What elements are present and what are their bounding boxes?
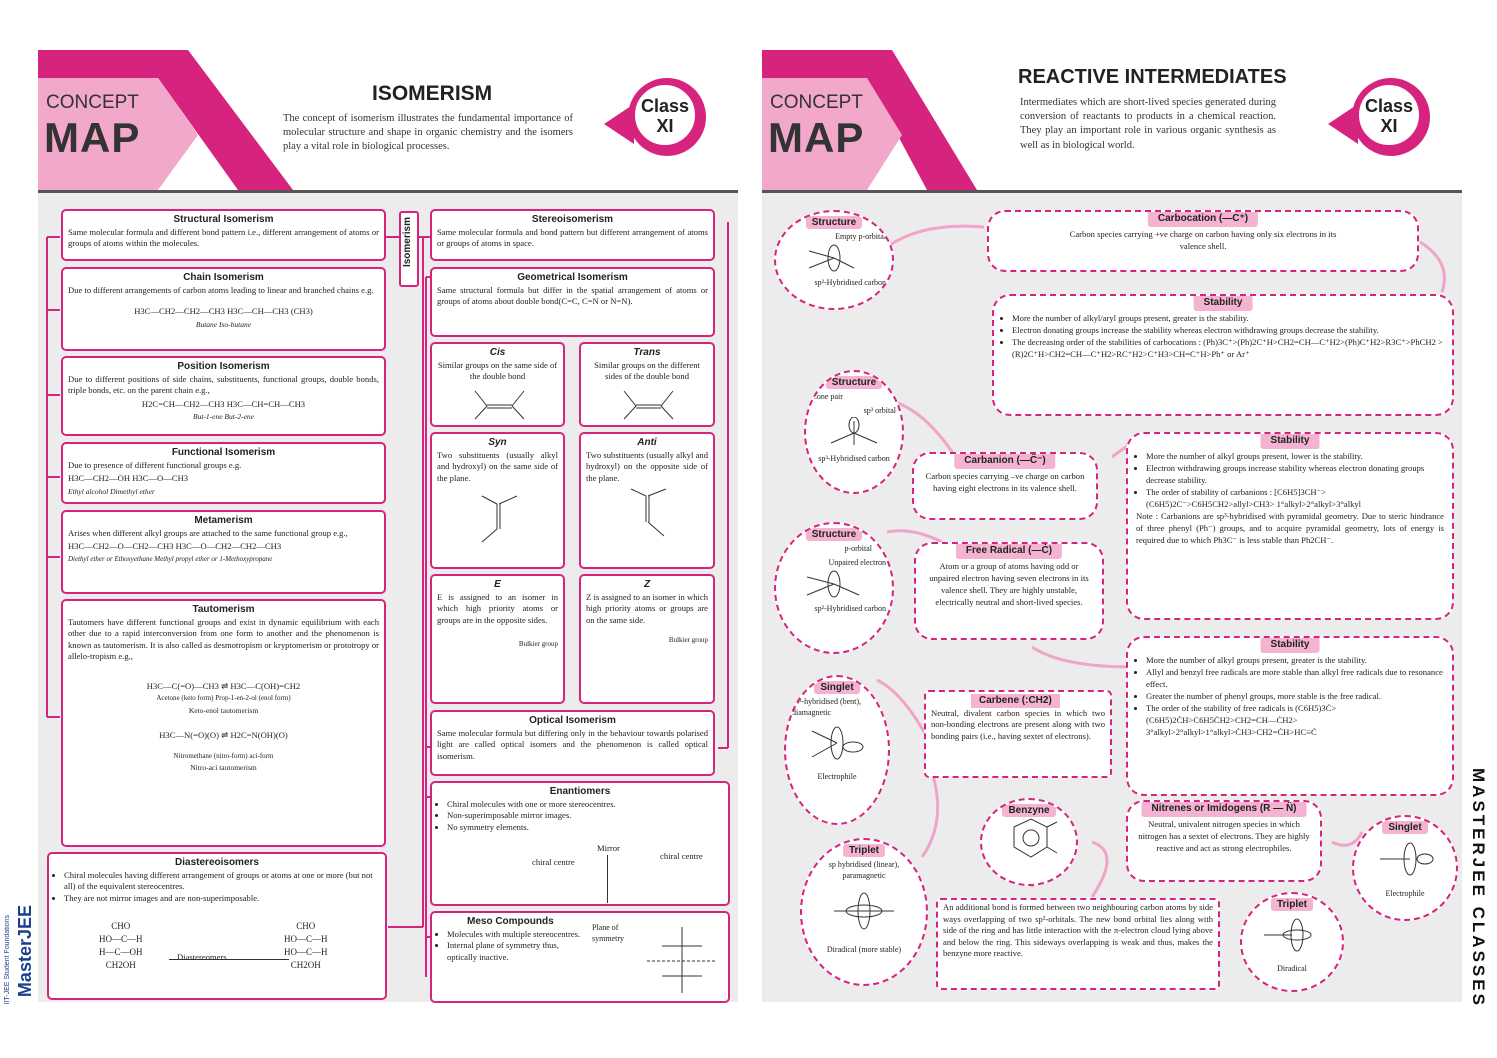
carbene-node: [924, 690, 1112, 778]
meso-compounds-item: • Molecules with multiple stereocentres.: [447, 929, 587, 941]
metamerism-body: Arises when different alkyl groups are attached to the same functional group e.g.,: [68, 527, 348, 538]
diastereoisomers-item: • Chiral molecules having different arrangement of groups or atoms at one or more (but not all) of the equivalent stereocentres.: [64, 870, 380, 893]
functional-isomerism-box: [61, 442, 386, 504]
carbene-triplet-orbital-diagram: [814, 882, 914, 940]
metamerism-caption: Diethyl ether or Ethoxyethane Methyl propyl ether or 1-Methoxypropane: [68, 554, 273, 563]
free-radical-stability-item: • Greater the number of phenyl groups, more stable is the free radical.: [1146, 690, 1444, 702]
benzyne-description-text: An additional bond is formed between two neighbouring carbon atoms by side ways overlapping of two sp²-orbitals. The new bond orbital lies along with side of the ring and has little interaction with the π-electron cloud lying above and below the ring. This sideways overlapping is weak and thus, makes the benzyne more reactive.: [943, 902, 1213, 959]
carbocation-orbital-diagram: [794, 243, 874, 273]
z-isomer-title: Z: [643, 579, 651, 590]
carbanion-stability-title: Stability: [1261, 433, 1320, 449]
enantiomers-item: • Chiral molecules with one or more stereocentres.: [447, 799, 723, 811]
carbene-triplet-title: Triplet: [843, 844, 885, 857]
enantiomers-box: [430, 781, 730, 906]
carbocation-stability-item: • The decreasing order of the stabilities of carbocations : (Ph)3C⁺>(Ph)2C⁺H>CH2=CH—C⁺H2>(Ph)C⁺H2>R3C⁺>PhCH2 > (R)2C⁺H>CH2=CH—C⁺H2>RC⁺H2>C⁺H3>CH=C⁺H>Ph⁺ or Ar⁺: [1012, 336, 1444, 360]
functional-isomerism-title: Functional Isomerism: [171, 447, 276, 458]
map-label-right: MAP: [768, 114, 865, 161]
carbene-singlet-orbital-diagram: [797, 719, 877, 767]
optical-isomerism-title: Optical Isomerism: [529, 715, 616, 726]
carbanion-structure-label-2: sp³ orbital: [863, 405, 896, 415]
benzyne-description: [936, 898, 1220, 990]
metamerism-box: [61, 510, 386, 594]
enantiomers-item: • No symmetry elements.: [447, 822, 723, 834]
nitrene-singlet-node: [1352, 815, 1458, 921]
metamerism-title: Metamerism: [194, 515, 253, 526]
carbocation-structure-label-2: sp²-Hybridised carbon: [814, 277, 886, 287]
nitrene-triplet-node: [1240, 892, 1344, 992]
masterjee-sidebar-logo: MasterJEE: [15, 905, 35, 998]
benzyne-node: [980, 798, 1078, 886]
free-radical-structure-label-2: Unpaired electron: [828, 557, 886, 567]
chain-isomerism-caption: Butane Iso-butane: [195, 319, 252, 329]
carbene-title: Carbene (:CH2): [971, 694, 1060, 708]
carbocation-structure-title: Structure: [806, 216, 862, 229]
e-isomer-title: E: [494, 579, 501, 590]
carbanion-stability-list: [1136, 450, 1444, 510]
structural-isomerism-body: Same molecular formula and different bond pattern i.e., different arrangement of atoms or groups of atoms within the molecules.: [68, 226, 379, 249]
cis-body: Similar groups on the same side of the double bond: [437, 359, 558, 382]
carbanion-structure-label-3: sp³-Hybridised carbon: [818, 453, 890, 463]
tautomerism-caption-2: Nitromethane (nitro-form) aci-form: [173, 751, 274, 760]
free-radical-stability-title: Stability: [1261, 637, 1320, 653]
enantiomers-list: [437, 799, 723, 834]
free-radical-structure-label-3: sp²-Hybridised carbon: [814, 603, 886, 613]
tautomerism-formula-1: H3C—C(=O)—CH3 ⇌ H3C—C(OH)=CH2: [146, 680, 301, 691]
z-isomer-body: Z is assigned to an isomer in which high priority atoms or groups are on the same side.: [586, 591, 708, 625]
e-isomer-note: Bulkier group: [518, 640, 558, 649]
meso-structure-diagram: [642, 921, 722, 999]
geometrical-isomerism-box: [430, 267, 715, 337]
stereoisomerism-box: [430, 209, 715, 261]
carbocation-stability-node: [992, 294, 1454, 416]
carbanion-stability-node: [1126, 432, 1454, 620]
nitrene-triplet-caption: Diradical: [1277, 964, 1307, 973]
diastereoisomers-item: • They are not mirror images and are non-superimposable.: [64, 893, 380, 905]
carbanion-stability-item: • The order of stability of carbanions : [C6H5]3CH⁻>(C6H5)2C⁻>C6H5CH2>allyl>CH3> 1°alkyl>2°alkyl>3°alkyl: [1146, 486, 1444, 510]
carbocation-title: Carbocation (—C⁺): [1148, 211, 1258, 227]
diastereoisomers-title: Diastereoisomers: [175, 857, 259, 868]
nitrene-singlet-orbital-diagram: [1365, 834, 1445, 884]
carbocation-stability-list: [1002, 312, 1444, 360]
free-radical-structure-label-1: p-orbital: [844, 544, 872, 553]
isomerism-center-box: [399, 211, 419, 287]
chain-isomerism-body: Due to different arrangements of carbon atoms leading to linear and branched chains e.g.: [68, 284, 374, 295]
free-radical-stability-item: • The order of the stability of free radicals is (C6H5)3Ċ>(C6H5)2ĊH>C6H5ĊH2>CH2=CH—ĊH2> 3°alkyl>2°alkyl>1°alkyl>ĊH3>CH2=ĊH>HC≡Ċ: [1146, 702, 1444, 738]
free-radical-orbital-diagram: [789, 569, 879, 599]
carbanion-body: Carbon species carrying –ve charge on carbon having eight electrons in its valence shell.: [925, 471, 1085, 494]
nitrene-singlet-title: Singlet: [1382, 821, 1427, 834]
meso-compounds-box: [430, 911, 730, 1003]
diastereomer-arrow-label: Diastereomers: [177, 952, 227, 962]
carbene-triplet-body: sp hybridised (linear), paramagnetic: [828, 860, 900, 880]
z-isomer-note: Bulkier group: [668, 636, 708, 645]
carbocation-structure-node: [774, 210, 894, 310]
carbanion-orbital-diagram: [819, 417, 889, 449]
nitrene-triplet-orbital-diagram: [1252, 911, 1332, 959]
benzyne-structure-diagram: [989, 817, 1069, 867]
free-radical-stability-node: [1126, 636, 1454, 796]
trans-body: Similar groups on the different sides of the double bond: [594, 359, 700, 382]
concept-label-left: CONCEPT: [46, 92, 139, 113]
carbocation-stability-title: Stability: [1194, 295, 1253, 311]
masterjee-classes-sidebar: MASTERJEE CLASSES: [1469, 768, 1488, 1008]
tautomerism-caption-2b: Nitro-aci tautomerism: [190, 763, 257, 773]
class-badge-left: [628, 78, 706, 156]
free-radical-structure-node: [774, 522, 894, 654]
carbocation-body: Carbon species carrying +ve charge on carbon having only six electrons in its valence shell.: [1069, 229, 1337, 252]
chain-isomerism-formula: H3C—CH2—CH2—CH3 H3C—CH—CH3 (CH3): [134, 306, 313, 317]
position-isomerism-formula: H2C=CH—CH2—CH3 H3C—CH=CH—CH3: [141, 398, 306, 409]
syn-structure-diagram: [437, 484, 557, 554]
diastereomer-left-structure: CHO HO—C—H H—C—OH CH2OH: [99, 921, 143, 971]
intro-left: The concept of isomerism illustrates the fundamental importance of molecular structure and shape in organic chemistry and the isomers play a vital role in biological processes.: [283, 113, 573, 153]
diastereoisomers-list: [54, 870, 380, 905]
intro-right: Intermediates which are short-lived species generated during conversion of reactants to products in a chemical reaction. They play an important role in various organic synthesis as well as in biological world.: [1020, 97, 1276, 151]
class-num-left: XI: [656, 116, 674, 136]
meso-compounds-title: Meso Compounds: [467, 916, 554, 927]
e-isomer-box: [430, 574, 565, 704]
position-isomerism-box: [61, 356, 386, 436]
carbanion-stability-item: • Electron withdrawing groups increase stability whereas electron donating groups decrease stability.: [1146, 462, 1444, 486]
enantiomers-title: Enantiomers: [549, 786, 611, 797]
carbanion-stability-item: • More the number of alkyl groups present, lower is the stability.: [1146, 450, 1444, 462]
free-radical-title: Free Radical (—Ċ): [956, 543, 1062, 559]
functional-isomerism-formula: H3C—CH2—OH H3C—O—CH3: [68, 473, 189, 484]
benzyne-title: Benzyne: [1002, 804, 1055, 817]
free-radical-stability-list: [1136, 654, 1444, 738]
enantiomers-mirror-label: Mirror: [597, 843, 620, 853]
carbanion-title: Carbanion (—C̈⁻): [954, 453, 1055, 469]
left-page: [0, 0, 748, 1058]
z-isomer-box: [579, 574, 715, 704]
tautomerism-body: Tautomers have different functional groups and exist in dynamic equilibrium with each other due to a rapid interconversion from one form to another and the phenomenon is known as tautomerism. It is also called as desmotropism or kryptomerism or prototropy or allelo-tropism e.g.,: [68, 616, 379, 662]
trans-title: Trans: [633, 347, 661, 358]
carbene-singlet-caption: Electrophile: [817, 771, 857, 781]
diastereoisomers-box: [47, 852, 387, 1000]
carbanion-structure-title: Structure: [826, 376, 882, 389]
functional-isomerism-body: Due to presence of different functional groups e.g.: [68, 459, 242, 470]
stereoisomerism-body: Same molecular formula and bond pattern but different arrangement of atoms or groups of atoms in space.: [437, 226, 708, 249]
map-label-left: MAP: [44, 114, 141, 161]
nitrene-singlet-caption: Electrophile: [1385, 889, 1425, 898]
chain-isomerism-box: [61, 267, 386, 351]
carbocation-node: [987, 210, 1419, 272]
meso-compounds-list: [437, 929, 587, 964]
enantiomers-chiral-centre-2: chiral centre: [660, 851, 703, 861]
cis-box: [430, 342, 565, 427]
syn-box: [430, 432, 565, 569]
free-radical-stability-item: • Allyl and benzyl free radicals are more stable than alkyl free radicals due to resonance effect.: [1146, 666, 1444, 690]
geometrical-isomerism-body: Same structural formula but differ in the spatial arrangement of atoms or groups of atoms about double bond(C=C, C=N or N=N).: [437, 284, 708, 307]
position-isomerism-body: Due to different positions of side chains, substituents, functional groups, double bonds, triple bonds, etc. on the parent chain e.g.,: [68, 373, 379, 396]
class-label-right: Class: [1364, 96, 1414, 116]
enantiomers-chiral-centre-1: chiral centre: [532, 857, 575, 867]
nitrene-triplet-title: Triplet: [1271, 898, 1313, 911]
class-badge-right: [1352, 78, 1430, 156]
tautomerism-formula-2: H3C—N(=O)(O) ⇌ H2C=N(OH)(O): [159, 730, 288, 741]
position-isomerism-title: Position Isomerism: [177, 361, 270, 372]
e-isomer-body: E is assigned to an isomer in which high priority atoms or groups are in the opposite sides.: [437, 591, 558, 625]
nitrene-node: [1126, 800, 1322, 882]
diastereomer-right-structure: CHO HO—C—H HO—C—H CH2OH: [284, 921, 328, 971]
isomerism-center-label: Isomerism: [402, 217, 413, 268]
carbene-singlet-title: Singlet: [814, 681, 859, 694]
syn-title: Syn: [488, 437, 507, 448]
anti-title: Anti: [637, 437, 657, 448]
right-page: [748, 0, 1497, 1058]
diastereomer-arrow: [169, 959, 289, 960]
page-title-left: ISOMERISM: [372, 82, 493, 105]
functional-isomerism-caption: Ethyl alcohol Dimethyl ether: [68, 486, 155, 496]
nitrene-title: Nitrenes or Imidogens (R — N̈): [1141, 801, 1306, 817]
structural-isomerism-box: [61, 209, 386, 261]
class-num-right: XI: [1380, 116, 1398, 136]
chain-isomerism-title: Chain Isomerism: [183, 272, 264, 283]
tautomerism-box: [61, 599, 386, 847]
meso-plane-label: Plane of symmetry: [592, 923, 624, 943]
optical-isomerism-body: Same molecular formula but differing only in the behaviour towards polarised light are called optical isomers and the phenomenon is called optical isomerism.: [437, 727, 708, 761]
tautomerism-caption-1: Acetone (keto form) Prop-1-en-2-ol (enol form): [156, 694, 291, 703]
carbanion-node: [912, 452, 1098, 520]
syn-body: Two substituents (usually alkyl and hydroxyl) on the same side of the plane.: [437, 449, 558, 483]
mirror-line: [607, 855, 608, 903]
geometrical-isomerism-title: Geometrical Isomerism: [517, 272, 628, 283]
carbocation-stability-item: • Electron donating groups increase the stability whereas electron withdrawing groups decrease the stability.: [1012, 324, 1444, 336]
nitrene-body: Neutral, univalent nitrogen species in which nitrogen has a sextet of electrons. They are highly reactive and act as strong electrophiles.: [1138, 819, 1310, 854]
carbene-body: Neutral, divalent carbon species in which two non-bonding electrons are present along with two bonding pairs (i.e., having sextet of electrons).: [931, 707, 1105, 741]
position-isomerism-caption: But-1-ene But-2-ene: [192, 412, 254, 422]
cis-title: Cis: [489, 347, 506, 358]
free-radical-body: Atom or a group of atoms having odd or unpaired electron having seven electrons in its valence shell. They are highly unstable, electrically neutral and short-lived species.: [929, 561, 1089, 608]
trans-structure-diagram: [586, 383, 706, 423]
carbene-singlet-body: sp²-hybridised (bent), diamagnetic: [792, 697, 862, 717]
masterjee-sidebar-sub: IIT-JEE Student Foundations: [4, 915, 11, 1005]
anti-box: [579, 432, 715, 569]
trans-box: [579, 342, 715, 427]
free-radical-stability-item: • More the number of alkyl groups present, greater is the stability.: [1146, 654, 1444, 666]
carbanion-structure-node: [804, 370, 904, 494]
meso-compounds-item: • Internal plane of symmetry thus, optically inactive.: [447, 940, 587, 963]
anti-body: Two substituents (usually alkyl and hydroxyl) on the opposite side of the plane.: [586, 449, 708, 483]
anti-structure-diagram: [586, 484, 706, 544]
structural-isomerism-title: Structural Isomerism: [173, 214, 274, 225]
cis-structure-diagram: [437, 383, 557, 423]
free-radical-structure-title: Structure: [806, 528, 862, 541]
tautomerism-caption-1b: Keto-enol tautomerism: [188, 705, 259, 715]
carbanion-structure-label-1: Lone pair: [812, 392, 843, 401]
class-label-left: Class: [640, 96, 690, 116]
free-radical-node: [914, 542, 1104, 640]
metamerism-formula: H3C—CH2—O—CH2—CH3 H3C—O—CH2—CH2—CH3: [68, 541, 282, 552]
tautomerism-title: Tautomerism: [192, 604, 255, 615]
carbene-triplet-node: [800, 838, 928, 986]
stereoisomerism-title: Stereoisomerism: [531, 214, 614, 225]
concept-label-right: CONCEPT: [770, 92, 863, 113]
enantiomers-item: • Non-superimposable mirror images.: [447, 810, 723, 822]
carbanion-stability-note: Note : Carbanions are sp³-hybridised with pyramidal geometry. Due to steric hindrance of three phenyl (Ph⁻) groups, and to acquire pyramidal geometry, lots of energy is required due to which Ph3C⁻ is less stable than Ph2CH⁻.: [1136, 511, 1444, 546]
page-title-right: REACTIVE INTERMEDIATES: [1018, 66, 1287, 88]
carbocation-stability-item: • More the number of alkyl/aryl groups present, greater is the stability.: [1012, 312, 1444, 324]
carbene-singlet-node: [784, 675, 890, 825]
optical-isomerism-box: [430, 710, 715, 776]
carbocation-structure-label-1: Empty p-orbital: [835, 232, 886, 241]
carbene-triplet-caption: Diradical (more stable): [826, 944, 902, 954]
